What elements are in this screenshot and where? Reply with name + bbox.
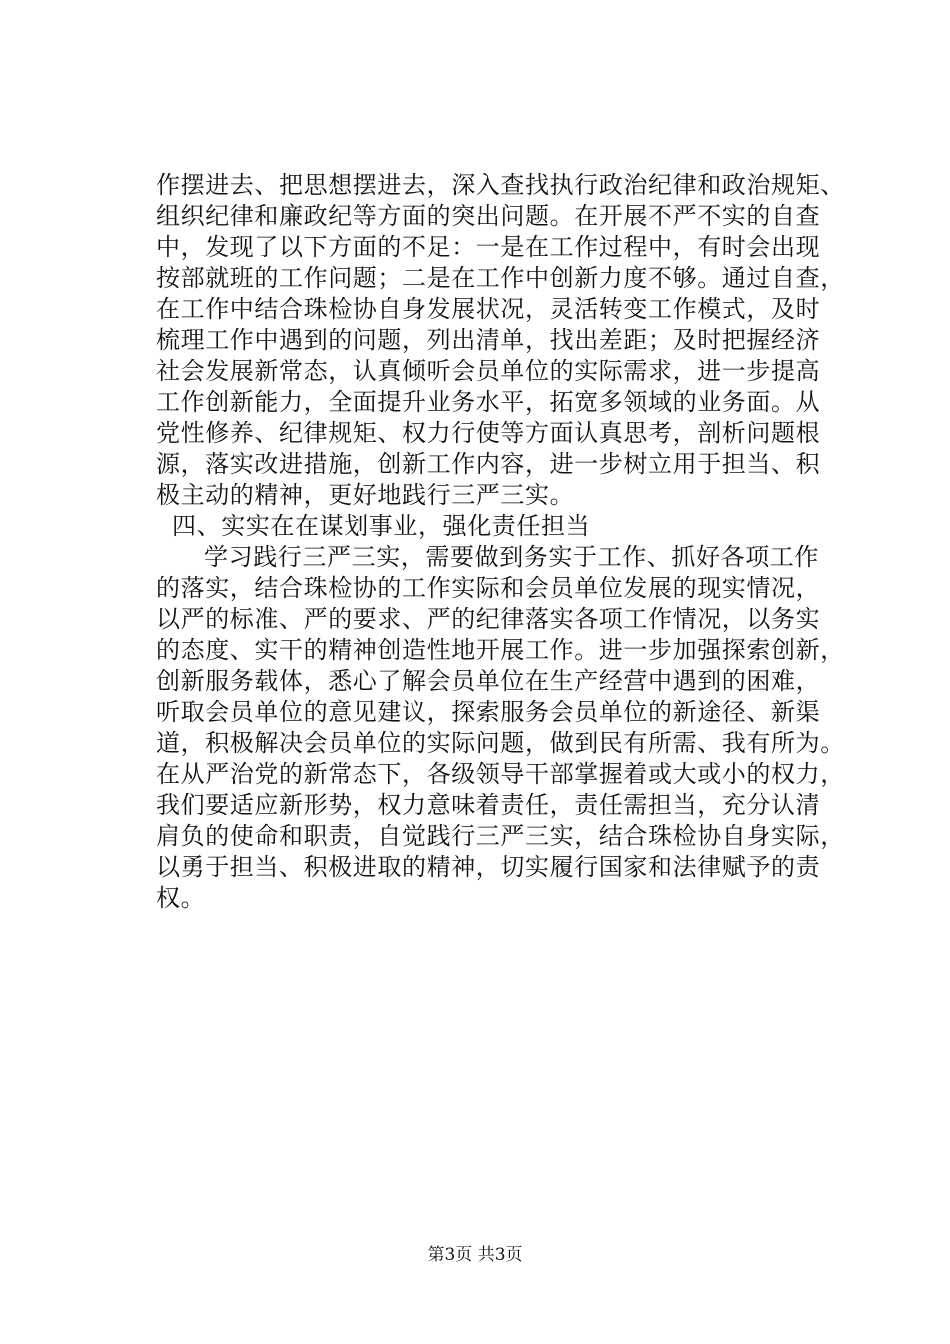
body-line-6: 梳理工作中遇到的问题，列出清单，找出差距；及时把握经济 — [156, 326, 821, 354]
body-line-1: 作摆进去、把思想摆进去，深入查找执行政治纪律和政治规矩、 — [156, 171, 845, 199]
body-line-23: 以勇于担当、积极进取的精神，切实履行国家和法律赋予的责 — [156, 853, 821, 881]
body-line-10: 源，落实改进措施，创新工作内容，进一步树立用于担当、积 — [156, 450, 821, 478]
body-line-15: 以严的标准、严的要求、严的纪律落实各项工作情况，以务实 — [156, 605, 821, 633]
body-line-21: 我们要适应新形势，权力意味着责任，责任需担当，充分认清 — [156, 791, 821, 819]
body-line-19: 道，积极解决会员单位的实际问题，做到民有所需、我有所为。 — [156, 729, 845, 757]
body-line-5: 在工作中结合珠检协自身发展状况，灵活转变工作模式，及时 — [156, 295, 821, 323]
body-line-16: 的态度、实干的精神创造性地开展工作。进一步加强探索创新， — [156, 636, 845, 664]
body-line-8: 工作创新能力，全面提升业务水平，拓宽多领域的业务面。从 — [156, 388, 821, 416]
body-line-18: 听取会员单位的意见建议，探索服务会员单位的新途径、新渠 — [156, 698, 821, 726]
body-line-7: 社会发展新常态，认真倾听会员单位的实际需求，进一步提高 — [156, 357, 821, 385]
body-line-2: 组织纪律和廉政纪等方面的突出问题。在开展不严不实的自查 — [156, 202, 821, 230]
body-line-11: 极主动的精神，更好地践行三严三实。 — [156, 481, 575, 509]
page-footer: 第3页 共3页 — [427, 1245, 523, 1265]
body-line-9: 党性修养、纪律规矩、权力行使等方面认真思考，剖析问题根 — [156, 419, 821, 447]
body-line-4: 按部就班的工作问题；二是在工作中创新力度不够。通过自查， — [156, 264, 845, 292]
body-line-22: 肩负的使命和职责，自觉践行三严三实，结合珠检协自身实际， — [156, 822, 845, 850]
body-line-13: 学习践行三严三实，需要做到务实于工作、抓好各项工作 — [204, 543, 819, 571]
body-line-17: 创新服务载体，悉心了解会员单位在生产经营中遇到的困难， — [156, 667, 821, 695]
section-heading: 四、实实在在谋划事业，强化责任担当 — [172, 512, 591, 540]
body-line-3: 中，发现了以下方面的不足：一是在工作过程中，有时会出现 — [156, 233, 821, 261]
body-line-24: 权。 — [156, 884, 206, 912]
body-line-20: 在从严治党的新常态下，各级领导干部掌握着或大或小的权力， — [156, 760, 845, 788]
document-body — [156, 170, 845, 914]
body-line-14: 的落实，结合珠检协的工作实际和会员单位发展的现实情况， — [156, 574, 821, 602]
